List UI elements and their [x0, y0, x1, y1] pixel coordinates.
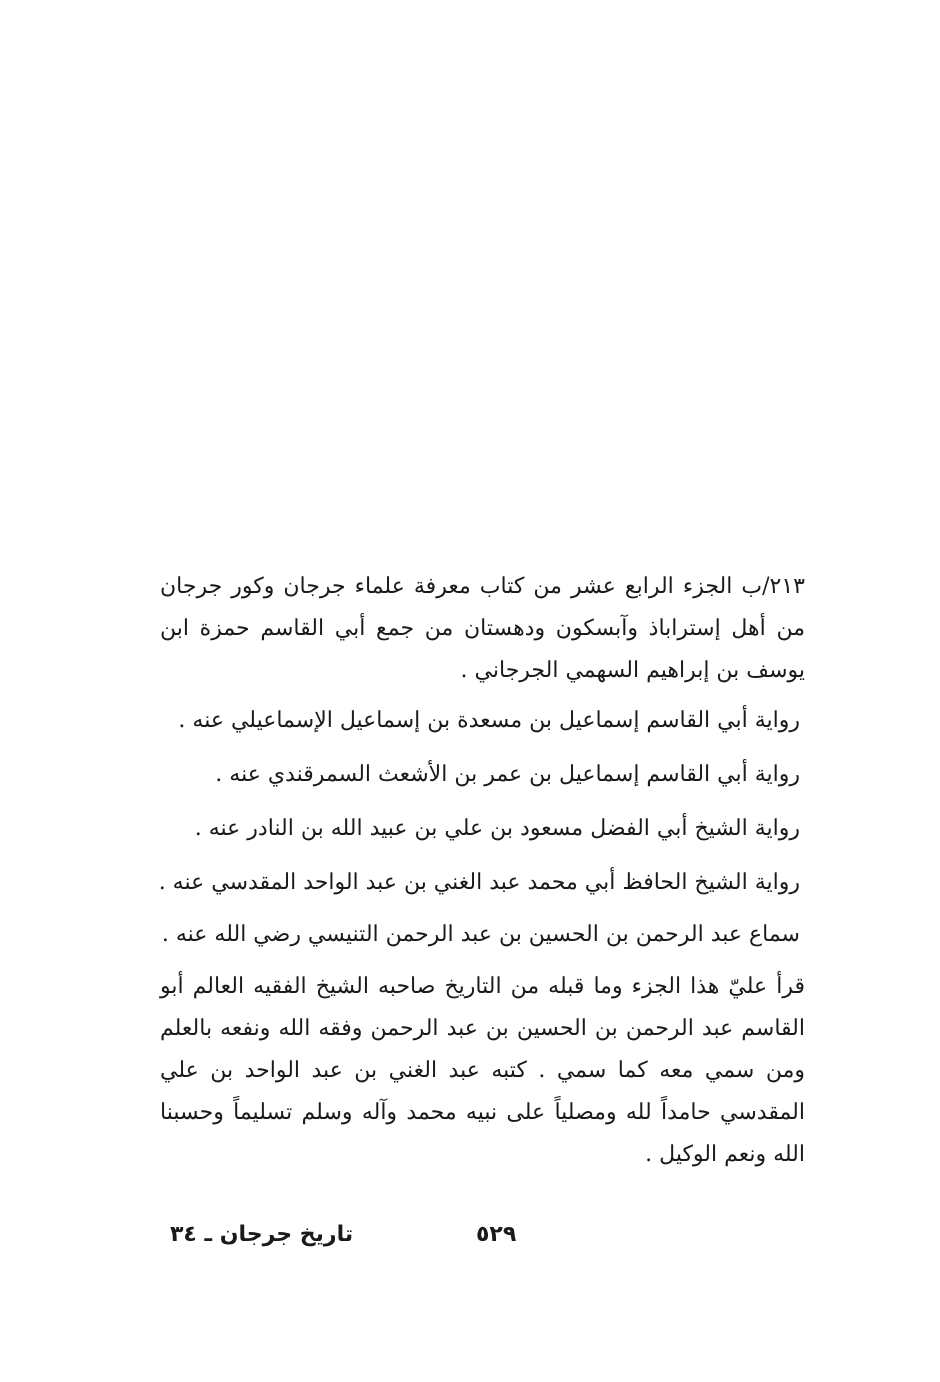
sama-line: سماع عبد الرحمن بن الحسين بن عبد الرحمن التنيسي رضي الله عنه . — [161, 922, 800, 947]
footer-signature: تاريخ جرجان ـ ٣٤ — [170, 1222, 354, 1247]
riwaya-line-2: رواية أبي القاسم إسماعيل بن عمر بن الأشعث السمرقندي عنه . — [215, 762, 800, 787]
riwaya-line-3: رواية الشيخ أبي الفضل مسعود بن علي بن عبيد الله بن النادر عنه . — [194, 816, 800, 841]
riwaya-line-1: رواية أبي القاسم إسماعيل بن مسعدة بن إسماعيل الإسماعيلي عنه . — [178, 708, 800, 733]
riwaya-line-4: رواية الشيخ الحافظ أبي محمد عبد الغني بن عبد الواحد المقدسي عنه . — [158, 870, 800, 895]
colophon-paragraph: قرأ عليّ هذا الجزء وما قبله من التاريخ صاحبه الشيخ الفقيه العالم أبو القاسم عبد الرحمن بن الحسين بن عبد الرحمن وفقه الله ونفعه بالعلم ومن سمي معه كما سمي . كتبه عبد الغني بن عبد الواحد بن علي المقدسي حامداً لله ومصلياً على نبيه محمد وآله وسلم تسليماً وحسبنا الله ونعم الوكيل . — [160, 974, 805, 1167]
page-number: ٥٢٩ — [476, 1222, 517, 1247]
header-paragraph: ٢١٣/ب الجزء الرابع عشر من كتاب معرفة علماء جرجان وكور جرجان من أهل إستراباذ وآبسكون ودهستان من جمع أبي القاسم حمزة ابن يوسف بن إبراهيم السهمي الجرجاني . — [160, 574, 805, 683]
